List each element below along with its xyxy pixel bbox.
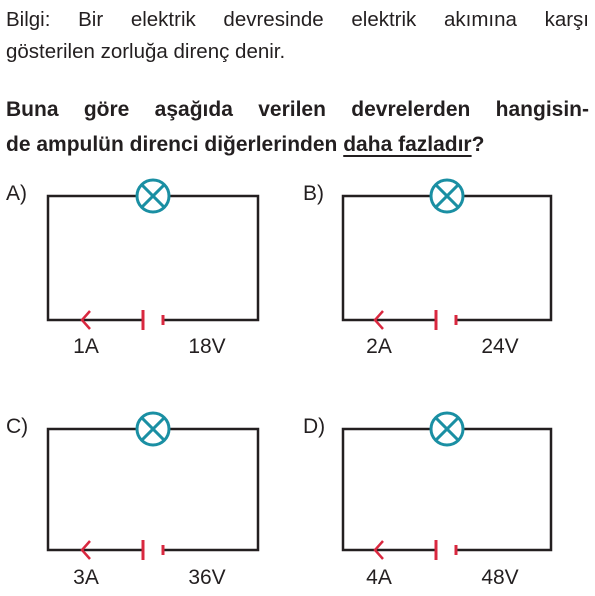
circuit-a-wire bbox=[48, 196, 258, 320]
circuit-d bbox=[343, 413, 551, 560]
option-a[interactable] bbox=[6, 180, 258, 358]
question-emphasis: daha fazladır bbox=[343, 133, 472, 156]
option-d-current: 4A bbox=[366, 566, 392, 589]
option-b-label: B) bbox=[303, 182, 324, 205]
option-c-voltage: 36V bbox=[188, 566, 226, 589]
option-c[interactable] bbox=[6, 413, 258, 589]
option-b[interactable] bbox=[303, 180, 551, 358]
option-a-current: 1A bbox=[73, 335, 99, 358]
bulb-icon bbox=[137, 413, 169, 445]
option-d-voltage: 48V bbox=[481, 566, 519, 589]
option-c-current: 3A bbox=[73, 566, 99, 589]
circuit-b-wire bbox=[343, 196, 551, 320]
option-a-label: A) bbox=[6, 182, 27, 205]
option-c-label: C) bbox=[6, 415, 29, 438]
bulb-icon bbox=[431, 180, 463, 212]
question-line-2-start: de ampulün direnci diğerlerinden bbox=[6, 133, 344, 156]
option-b-voltage: 24V bbox=[481, 335, 519, 358]
battery-icon bbox=[436, 540, 456, 560]
info-line-1: Bilgi: Bir elektrik devresinde elektrik akımına karşı bbox=[6, 8, 589, 31]
info-line-2: gösterilen zorluğa direnç denir. bbox=[6, 40, 286, 63]
option-d-label: D) bbox=[303, 415, 326, 438]
battery-icon bbox=[436, 310, 456, 330]
circuit-a bbox=[48, 180, 258, 330]
question-mark: ? bbox=[471, 133, 485, 156]
bulb-icon bbox=[137, 180, 169, 212]
bulb-icon bbox=[431, 413, 463, 445]
circuit-b bbox=[343, 180, 551, 330]
option-b-current: 2A bbox=[366, 335, 392, 358]
battery-icon bbox=[143, 540, 163, 560]
question-line-1: Buna göre aşağıda verilen devrelerden hangisin- bbox=[6, 98, 589, 121]
circuit-c bbox=[48, 413, 258, 560]
circuit-d-wire bbox=[343, 429, 551, 550]
option-d[interactable] bbox=[303, 413, 551, 589]
battery-icon bbox=[143, 310, 163, 330]
circuit-c-wire bbox=[48, 429, 258, 550]
option-a-voltage: 18V bbox=[188, 335, 226, 358]
